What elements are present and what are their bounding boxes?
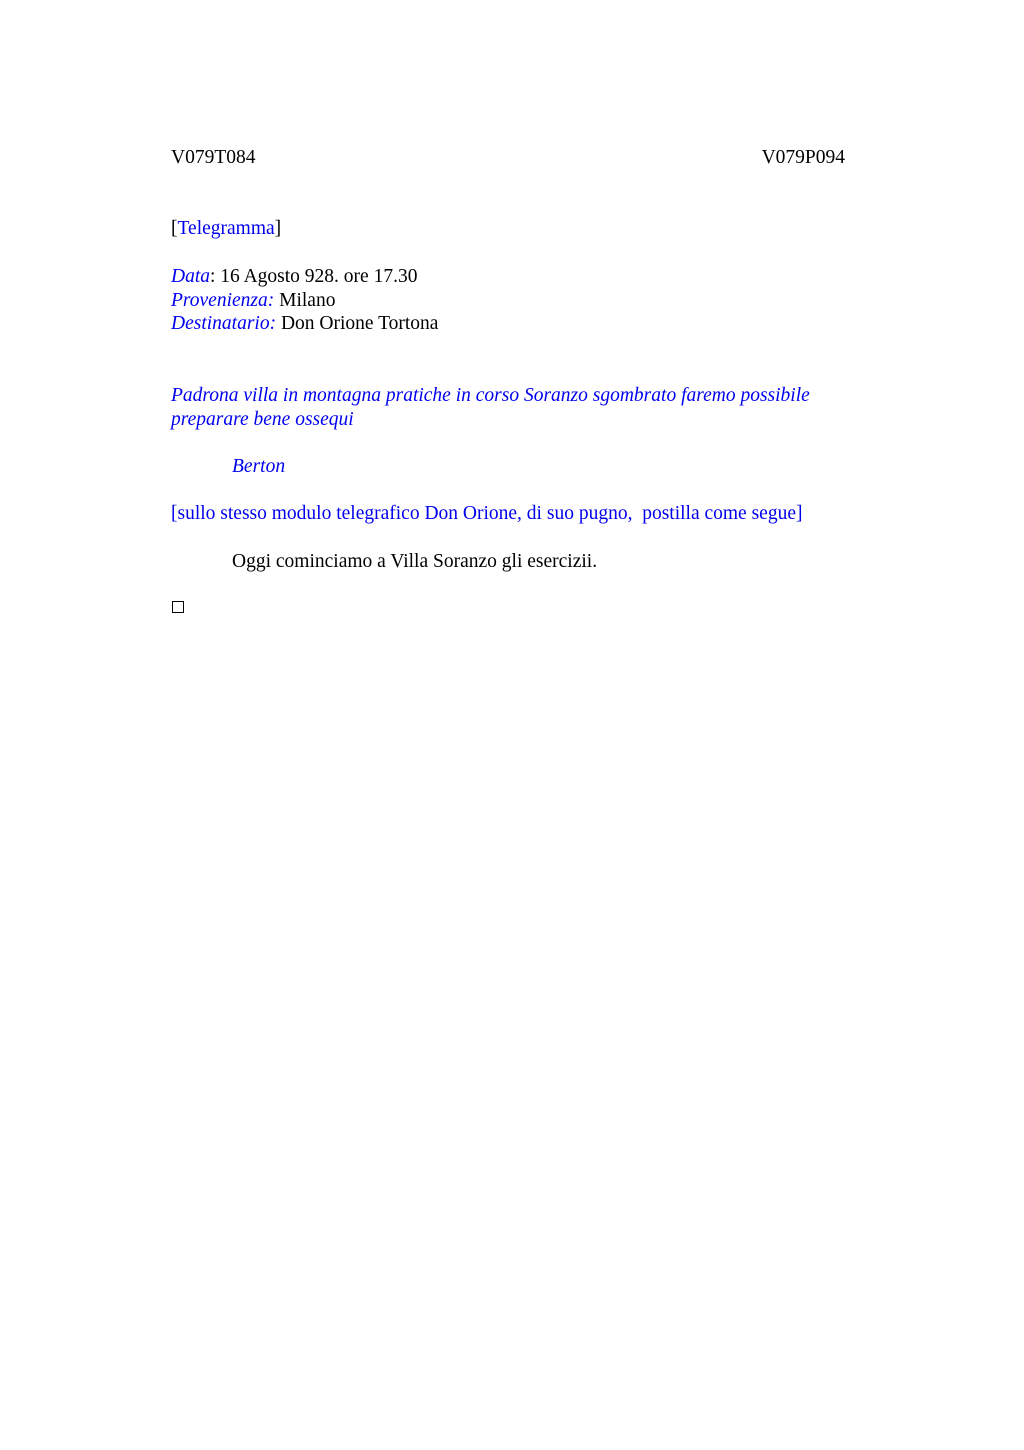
- date-label: Data: [171, 266, 210, 287]
- date-value: 16 Agosto 928. ore 17.30: [215, 266, 418, 287]
- document-code-left: V079T084: [171, 147, 256, 168]
- recipient-value: Don Orione Tortona: [276, 313, 439, 334]
- meta-provenance: [171, 289, 335, 312]
- document-type-label: Telegramma: [177, 218, 275, 239]
- meta-recipient: [171, 312, 438, 335]
- recipient-label: Destinatario:: [171, 313, 277, 334]
- provenance-value: Milano: [274, 290, 336, 311]
- document-code-right: V079P094: [761, 147, 845, 168]
- end-square-icon: [172, 601, 184, 613]
- editorial-note: [sullo stesso modulo telegrafico Don Orione, di suo pugno, postilla come segue]: [171, 503, 803, 524]
- telegram-message: Padrona villa in montagna pratiche in corso Soranzo sgombrato faremo possibile preparare bene ossequi: [171, 385, 810, 430]
- handwritten-postscript: Oggi cominciamo a Villa Soranzo gli esercizii.: [232, 551, 598, 572]
- telegram-signature: Berton: [232, 456, 286, 477]
- meta-date: [171, 265, 417, 288]
- date-separator: :: [210, 266, 216, 287]
- provenance-label: Provenienza:: [171, 290, 275, 311]
- document-type: [171, 217, 281, 240]
- open-bracket: [: [171, 218, 178, 239]
- close-bracket: ]: [274, 218, 282, 239]
